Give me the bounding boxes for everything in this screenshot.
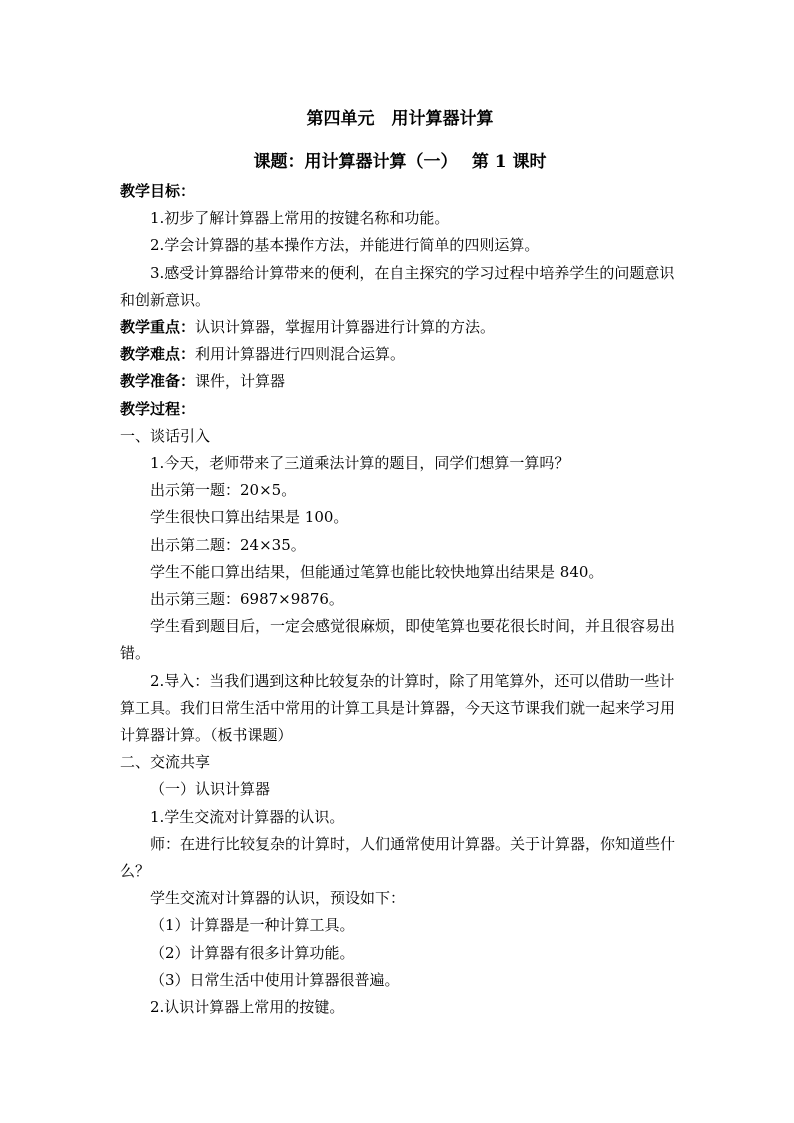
process-heading: 教学过程：	[120, 399, 196, 418]
body-line: 1.学生交流对计算器的认识。	[150, 807, 345, 826]
body-line: 2.认识计算器上常用的按键。	[150, 998, 345, 1017]
list-item: （2）计算器有很多计算功能。	[150, 943, 355, 962]
preparation-text: 课件，计算器	[195, 372, 286, 391]
preparation	[120, 368, 680, 395]
body-line: 出示第三题：6987×9876。	[150, 590, 344, 609]
subsection-heading: （一）认识计算器	[150, 780, 271, 799]
key-point-text: 认识计算器，掌握用计算器进行计算的方法。	[195, 318, 496, 337]
goals-heading: 教学目标：	[120, 182, 196, 200]
body-paragraph: 学生看到题目后，一定会感觉很麻烦，即使笔算也要花很长时间，并且很容易出错。	[120, 617, 676, 663]
section-heading: 二、交流共享	[120, 753, 211, 772]
body-paragraph: 2.导入：当我们遇到这种比较复杂的计算时，除了用笔算外，还可以借助一些计算工具。我们日常生活中常用的计算工具是计算器，今天这节课我们就一起来学习用计算器计算。（板书课题）	[120, 671, 676, 745]
body-line: 出示第二题：24×35。	[150, 535, 306, 554]
list-item: （3）日常生活中使用计算器很普遍。	[150, 970, 400, 989]
difficulty-label: 教学难点：	[120, 345, 196, 364]
body-paragraph: 师：在进行比较复杂的计算时，人们通常使用计算器。关于计算器，你知道些什么？	[120, 834, 676, 881]
body-line: 学生不能口算出结果，但能通过笔算也能比较快地算出结果是 840。	[150, 562, 604, 581]
goal-item: 2.学会计算器的基本操作方法，并能进行简单的四则运算。	[150, 236, 540, 255]
goal-item: 1.初步了解计算器上常用的按键名称和功能。	[150, 209, 450, 228]
key-point	[120, 314, 680, 341]
section-heading: 一、谈话引入	[120, 426, 211, 445]
list-item: （1）计算器是一种计算工具。	[150, 916, 355, 935]
unit-title: 第四单元 用计算器计算	[306, 109, 494, 129]
preparation-label: 教学准备：	[120, 372, 196, 391]
body-line: 学生很快口算出结果是 100。	[150, 508, 349, 527]
body-line: 1.今天，老师带来了三道乘法计算的题目，同学们想算一算吗？	[150, 454, 570, 473]
key-point-label: 教学重点：	[120, 318, 196, 337]
document-page	[120, 104, 680, 1021]
goal-item: 3.感受计算器给计算带来的便利，在自主探究的学习过程中培养学生的问题意识和创新意识。	[120, 263, 675, 309]
body-line: 学生交流对计算器的认识，预设如下：	[150, 889, 406, 908]
lesson-title: 课题：用计算器计算（一） 第 1 课时	[253, 152, 547, 172]
difficulty-text: 利用计算器进行四则混合运算。	[195, 345, 406, 364]
body-line: 出示第一题：20×5。	[150, 481, 297, 500]
difficulty-point	[120, 341, 680, 368]
